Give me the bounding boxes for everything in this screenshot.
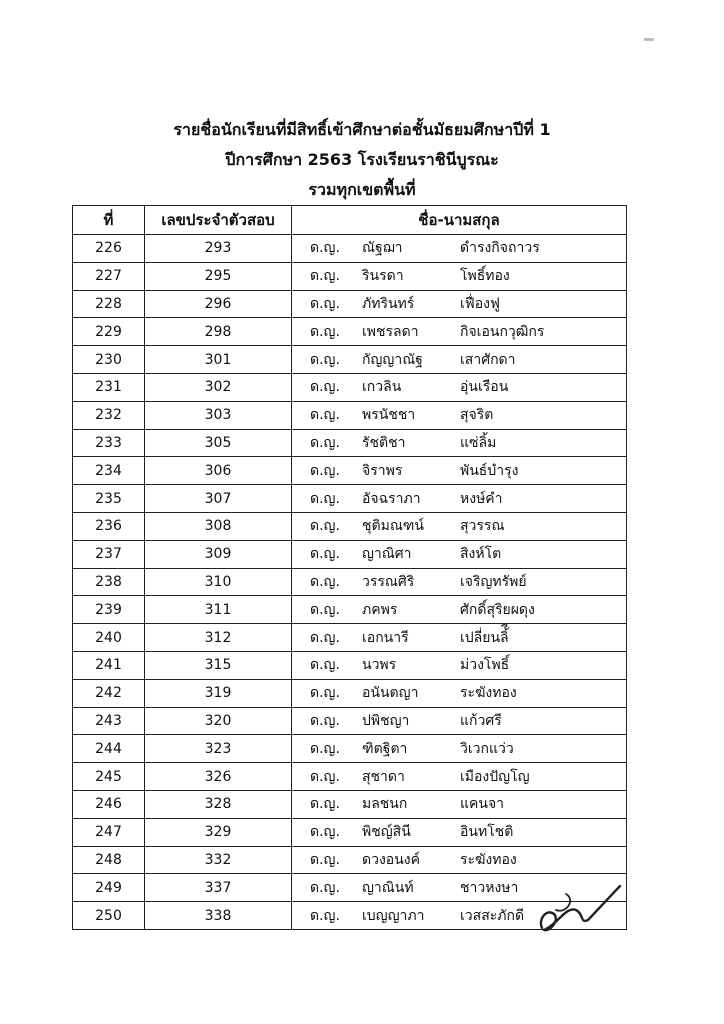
exam-id: 302 bbox=[145, 373, 292, 401]
table-row bbox=[73, 346, 627, 374]
exam-id: 293 bbox=[145, 235, 292, 263]
exam-id: 308 bbox=[145, 512, 292, 540]
last-name: แก้วศรี bbox=[460, 712, 502, 729]
row-number: 229 bbox=[73, 318, 145, 346]
last-name: สุจริต bbox=[460, 407, 494, 424]
first-name: ดวงอนงค์ bbox=[362, 851, 420, 868]
signature-mark bbox=[536, 870, 624, 940]
student-name-cell bbox=[292, 401, 627, 429]
table-row bbox=[73, 707, 627, 735]
last-name: แคนจา bbox=[460, 796, 505, 813]
table-row bbox=[73, 763, 627, 791]
scan-speck bbox=[644, 38, 654, 41]
name-prefix: ด.ญ. bbox=[310, 629, 340, 646]
table-row bbox=[73, 429, 627, 457]
first-name: สุชาดา bbox=[362, 768, 405, 785]
student-name-cell bbox=[292, 707, 627, 735]
exam-id: 337 bbox=[145, 874, 292, 902]
first-name: ญาณินท์ bbox=[362, 879, 414, 896]
exam-id: 323 bbox=[145, 735, 292, 763]
row-number: 231 bbox=[73, 373, 145, 401]
first-name: รัชติชา bbox=[362, 434, 406, 451]
table-row bbox=[73, 318, 627, 346]
table-row bbox=[73, 512, 627, 540]
row-number: 228 bbox=[73, 290, 145, 318]
student-list-table bbox=[72, 205, 627, 930]
student-name-cell bbox=[292, 290, 627, 318]
first-name: รินรดา bbox=[362, 268, 404, 285]
student-name-cell bbox=[292, 763, 627, 791]
name-prefix: ด.ญ. bbox=[310, 351, 340, 368]
last-name: อุ่นเรือน bbox=[460, 379, 509, 396]
name-prefix: ด.ญ. bbox=[310, 601, 340, 618]
row-number: 232 bbox=[73, 401, 145, 429]
student-name-cell bbox=[292, 346, 627, 374]
first-name: พรนัชชา bbox=[362, 407, 416, 424]
first-name: เพชรลดา bbox=[362, 323, 419, 340]
first-name: อัจฉราภา bbox=[362, 490, 421, 507]
student-name-cell bbox=[292, 457, 627, 485]
name-prefix: ด.ญ. bbox=[310, 879, 340, 896]
name-prefix: ด.ญ. bbox=[310, 851, 340, 868]
last-name: เปลี่ยนลิ้ี bbox=[460, 629, 509, 646]
exam-id: 305 bbox=[145, 429, 292, 457]
table-row bbox=[73, 235, 627, 263]
first-name: ปพิชญา bbox=[362, 712, 410, 729]
name-prefix: ด.ญ. bbox=[310, 573, 340, 590]
row-number: 239 bbox=[73, 596, 145, 624]
table-row bbox=[73, 568, 627, 596]
exam-id: 315 bbox=[145, 651, 292, 679]
name-prefix: ด.ญ. bbox=[310, 768, 340, 785]
name-prefix: ด.ญ. bbox=[310, 712, 340, 729]
name-prefix: ด.ญ. bbox=[310, 685, 340, 702]
first-name: ชุติมณฑน์ bbox=[362, 518, 425, 535]
last-name: ดำรงกิจถาวร bbox=[460, 240, 540, 257]
exam-id: 298 bbox=[145, 318, 292, 346]
student-name-cell bbox=[292, 235, 627, 263]
first-name: ภคพร bbox=[362, 601, 398, 618]
name-prefix: ด.ญ. bbox=[310, 546, 340, 563]
first-name: เบญญาภา bbox=[362, 907, 425, 924]
row-number: 244 bbox=[73, 735, 145, 763]
row-number: 243 bbox=[73, 707, 145, 735]
name-prefix: ด.ญ. bbox=[310, 657, 340, 674]
last-name: เสาศักดา bbox=[460, 351, 516, 368]
last-name: สุวรรณ bbox=[460, 518, 505, 535]
exam-id: 310 bbox=[145, 568, 292, 596]
row-number: 245 bbox=[73, 763, 145, 791]
exam-id: 320 bbox=[145, 707, 292, 735]
name-prefix: ด.ญ. bbox=[310, 407, 340, 424]
row-number: 237 bbox=[73, 540, 145, 568]
last-name: ม่วงโพธิ์ bbox=[460, 657, 510, 674]
area-subtitle: รวมทุกเขตพื้นที่ bbox=[308, 180, 416, 199]
student-name-cell bbox=[292, 540, 627, 568]
first-name: มลชนก bbox=[362, 796, 408, 813]
academic-year-school: ปีการศึกษา 2563 โรงเรียนราชินีบูรณะ bbox=[225, 150, 499, 169]
table-row bbox=[73, 290, 627, 318]
name-prefix: ด.ญ. bbox=[310, 490, 340, 507]
name-prefix: ด.ญ. bbox=[310, 323, 340, 340]
row-number: 226 bbox=[73, 235, 145, 263]
last-name: ศักดิ์สุริยผดุง bbox=[460, 601, 535, 618]
name-prefix: ด.ญ. bbox=[310, 462, 340, 479]
table-row bbox=[73, 735, 627, 763]
student-name-cell bbox=[292, 318, 627, 346]
name-prefix: ด.ญ. bbox=[310, 434, 340, 451]
exam-id: 309 bbox=[145, 540, 292, 568]
exam-id: 295 bbox=[145, 262, 292, 290]
name-prefix: ด.ญ. bbox=[310, 240, 340, 257]
row-number: 250 bbox=[73, 902, 145, 930]
table-row bbox=[73, 540, 627, 568]
student-name-cell bbox=[292, 651, 627, 679]
last-name: ชาวหงษา bbox=[460, 879, 519, 896]
first-name: ญาณิศา bbox=[362, 546, 412, 563]
table-row bbox=[73, 373, 627, 401]
name-prefix: ด.ญ. bbox=[310, 268, 340, 285]
column-header-full-name: ชื่อ-นามสกุล bbox=[292, 206, 627, 235]
exam-id: 312 bbox=[145, 624, 292, 652]
row-number: 246 bbox=[73, 790, 145, 818]
student-name-cell bbox=[292, 790, 627, 818]
column-header-number: ที่ bbox=[73, 206, 145, 235]
column-header-exam-id: เลขประจำตัวสอบ bbox=[145, 206, 292, 235]
table-header-row bbox=[73, 206, 627, 235]
last-name: หงษ์คำ bbox=[460, 490, 503, 507]
last-name: เฟื่องฟู bbox=[460, 295, 500, 312]
table-row bbox=[73, 485, 627, 513]
student-name-cell bbox=[292, 818, 627, 846]
table-row bbox=[73, 262, 627, 290]
row-number: 242 bbox=[73, 679, 145, 707]
exam-id: 306 bbox=[145, 457, 292, 485]
row-number: 235 bbox=[73, 485, 145, 513]
first-name: ณัฐฌา bbox=[362, 240, 403, 257]
row-number: 234 bbox=[73, 457, 145, 485]
exam-id: 329 bbox=[145, 818, 292, 846]
row-number: 236 bbox=[73, 512, 145, 540]
name-prefix: ด.ญ. bbox=[310, 379, 340, 396]
student-name-cell bbox=[292, 735, 627, 763]
table-row bbox=[73, 651, 627, 679]
table-row bbox=[73, 457, 627, 485]
table-row bbox=[73, 818, 627, 846]
student-name-cell bbox=[292, 679, 627, 707]
exam-id: 319 bbox=[145, 679, 292, 707]
name-prefix: ด.ญ. bbox=[310, 796, 340, 813]
student-name-cell bbox=[292, 373, 627, 401]
table-row bbox=[73, 596, 627, 624]
name-prefix: ด.ญ. bbox=[310, 740, 340, 757]
exam-id: 326 bbox=[145, 763, 292, 791]
name-prefix: ด.ญ. bbox=[310, 295, 340, 312]
row-number: 240 bbox=[73, 624, 145, 652]
first-name: กัญญาณัฐ bbox=[362, 351, 423, 368]
row-number: 233 bbox=[73, 429, 145, 457]
exam-id: 332 bbox=[145, 846, 292, 874]
student-name-cell bbox=[292, 485, 627, 513]
last-name: พันธ์บำรุง bbox=[460, 462, 519, 479]
last-name: เจริญทรัพย์ bbox=[460, 573, 527, 590]
row-number: 227 bbox=[73, 262, 145, 290]
first-name: เกวลิน bbox=[362, 379, 402, 396]
last-name: โพธิ์ทอง bbox=[460, 268, 510, 285]
last-name: เมืองปัญโญ bbox=[460, 768, 530, 785]
last-name: ระฆังทอง bbox=[460, 685, 517, 702]
exam-id: 296 bbox=[145, 290, 292, 318]
exam-id: 303 bbox=[145, 401, 292, 429]
exam-id: 307 bbox=[145, 485, 292, 513]
first-name: อนันตญา bbox=[362, 685, 419, 702]
name-prefix: ด.ญ. bbox=[310, 907, 340, 924]
table-row bbox=[73, 679, 627, 707]
row-number: 241 bbox=[73, 651, 145, 679]
first-name: เอกนารี bbox=[362, 629, 409, 646]
exam-id: 301 bbox=[145, 346, 292, 374]
table-row bbox=[73, 624, 627, 652]
last-name: สิงห์โต bbox=[460, 546, 502, 563]
exam-id: 311 bbox=[145, 596, 292, 624]
exam-id: 328 bbox=[145, 790, 292, 818]
name-prefix: ด.ญ. bbox=[310, 518, 340, 535]
last-name: อินทโชติ bbox=[460, 824, 514, 841]
first-name: พิชญ์สินี bbox=[362, 824, 411, 841]
row-number: 230 bbox=[73, 346, 145, 374]
student-name-cell bbox=[292, 429, 627, 457]
table-row bbox=[73, 401, 627, 429]
first-name: ฑิตฐิตา bbox=[362, 740, 408, 757]
exam-id: 338 bbox=[145, 902, 292, 930]
student-name-cell bbox=[292, 262, 627, 290]
last-name: แซ่ลิ้ม bbox=[460, 434, 497, 451]
first-name: ภัทรินทร์ bbox=[362, 295, 415, 312]
student-name-cell bbox=[292, 568, 627, 596]
row-number: 249 bbox=[73, 874, 145, 902]
first-name: นวพร bbox=[362, 657, 397, 674]
last-name: ระฆังทอง bbox=[460, 851, 517, 868]
row-number: 247 bbox=[73, 818, 145, 846]
first-name: จิราพร bbox=[362, 462, 403, 479]
last-name: เวสสะภักดี bbox=[460, 907, 525, 924]
row-number: 248 bbox=[73, 846, 145, 874]
last-name: กิจเอนกวุฒิกร bbox=[460, 323, 545, 340]
table-row bbox=[73, 790, 627, 818]
student-name-cell bbox=[292, 624, 627, 652]
row-number: 238 bbox=[73, 568, 145, 596]
name-prefix: ด.ญ. bbox=[310, 824, 340, 841]
last-name: วิเวกแว่ว bbox=[460, 740, 514, 757]
first-name: วรรณศิริ bbox=[362, 573, 415, 590]
document-title: รายชื่อนักเรียนที่มีสิทธิ์เข้าศึกษาต่อชั้นมัธยมศึกษาปีที่ 1 bbox=[173, 120, 551, 139]
student-name-cell bbox=[292, 596, 627, 624]
student-name-cell bbox=[292, 512, 627, 540]
